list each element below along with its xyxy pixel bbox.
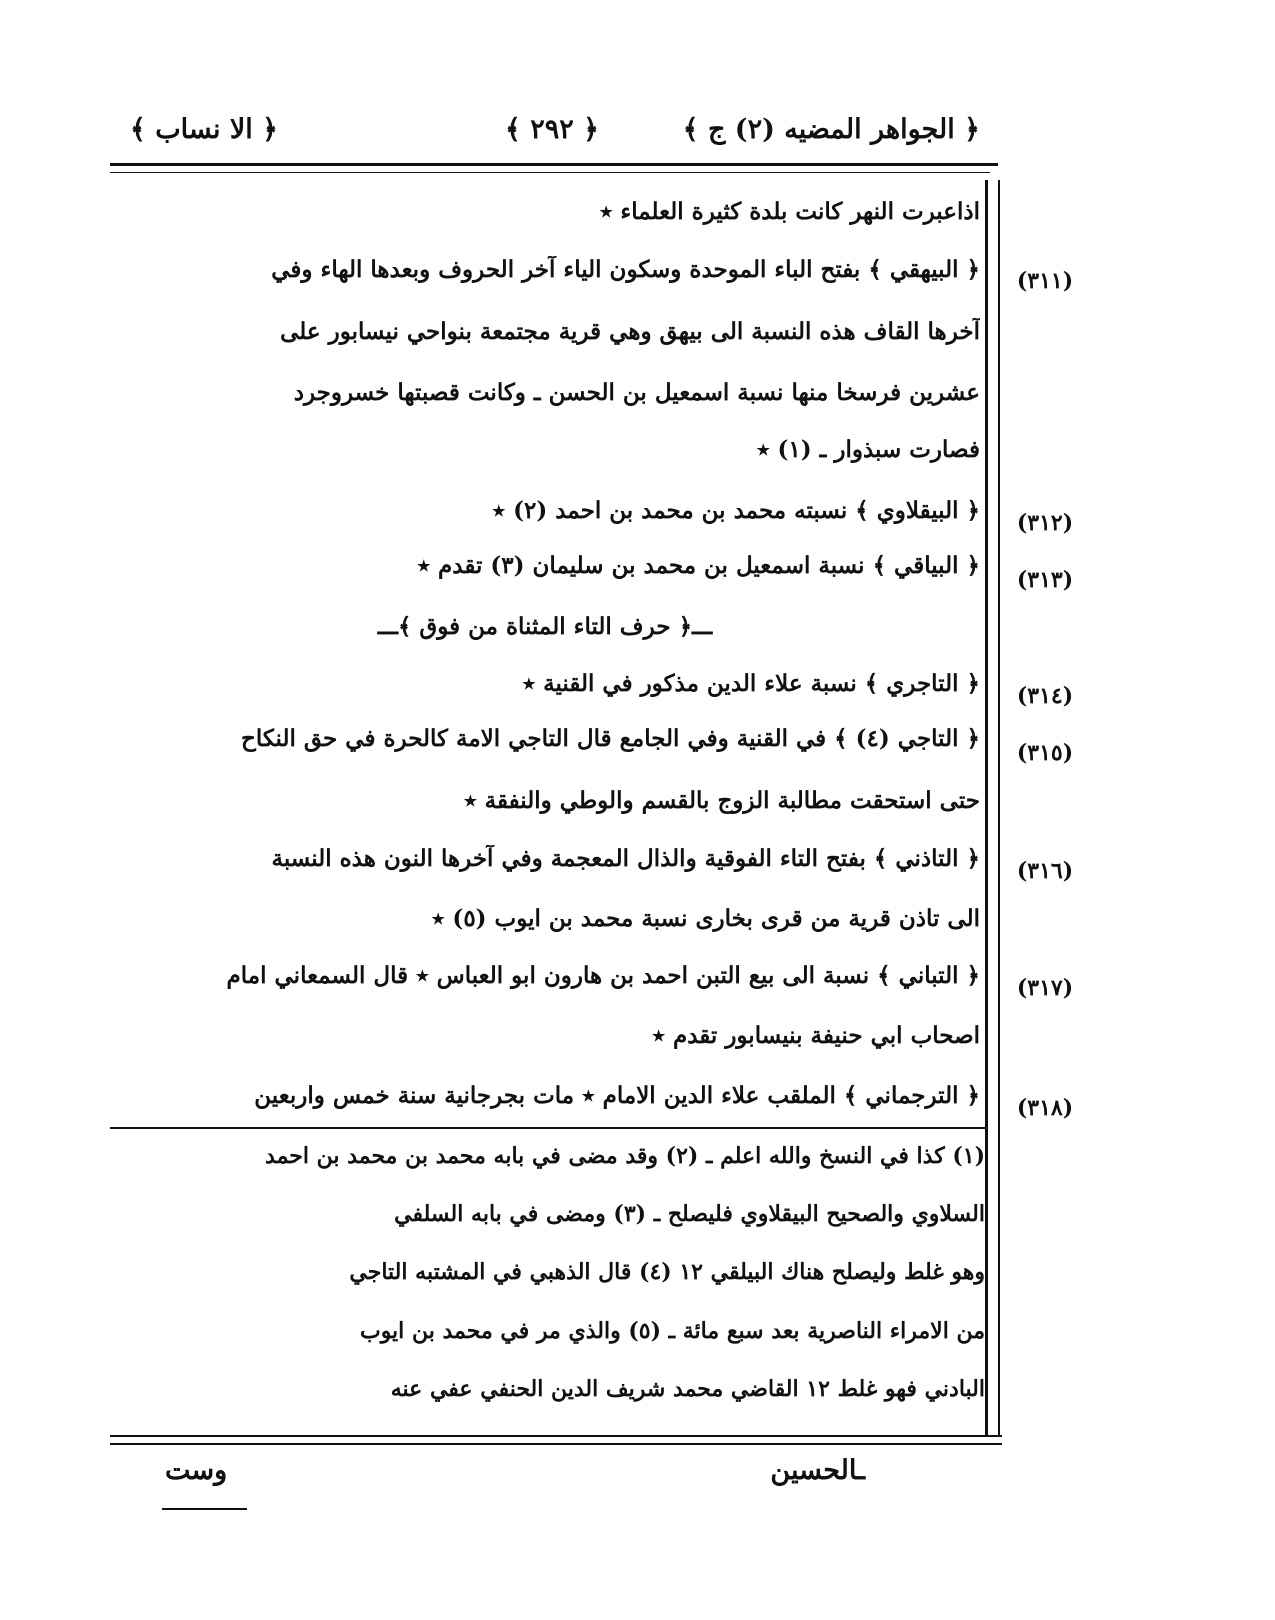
- text-line: فصارت سبذوار ـ (١) ٭: [756, 436, 980, 463]
- footnote-line: من الامراء الناصرية بعد سبع مائة ـ (٥) والذي مر في محمد بن ايوب: [359, 1318, 985, 1344]
- header-rule-bottom: [110, 172, 990, 173]
- entry-number: (٣١٦): [1016, 858, 1074, 884]
- bottom-rule-bottom: [110, 1443, 1002, 1445]
- column-separator-outer: [998, 180, 1000, 1435]
- text-line: حتى استحقت مطالبة الزوج بالقسم والوطي والنفقة ٭: [464, 787, 980, 814]
- book-title: ﴿ الجواهر المضيه (٢) ج ﴾: [682, 114, 980, 145]
- text-line: ﴿ التاذني ﴾ بفتح التاء الفوقية والذال المعجمة وفي آخرها النون هذه النسبة: [271, 845, 980, 872]
- text-line: ﴿ البيهقي ﴾ بفتح الباء الموحدة وسكون الياء آخر الحروف وبعدها الهاء وفي: [271, 256, 980, 283]
- section-title: ﴿ الا نساب ﴾: [130, 114, 278, 145]
- text-line: عشرين فرسخا منها نسبة اسمعيل بن الحسن ـ وكانت قصبتها خسروجرد: [293, 379, 980, 406]
- page-number: ﴿ ٢٩٢ ﴾: [505, 114, 599, 145]
- footnote-line: البادني فهو غلط ١٢ القاضي محمد شريف الدين الحنفي عفي عنه: [390, 1376, 985, 1402]
- footnote-rule: [110, 1127, 988, 1129]
- entry-number: (٣١٥): [1016, 740, 1074, 766]
- text-line: ﴿ التاجي (٤) ﴾ في القنية وفي الجامع قال التاجي الامة كالحرة في حق النكاح: [240, 725, 980, 752]
- footnote-line: وهو غلط وليصلح هناك البيلقي ١٢ (٤) قال الذهبي في المشتبه التاجي: [349, 1259, 985, 1285]
- entry-number: (٣١٨): [1016, 1095, 1074, 1121]
- footnote-line: السلاوي والصحيح البيقلاوي فليصلح ـ (٣) ومضى في بابه السلفي: [394, 1201, 985, 1227]
- catchword-left-underline: [162, 1508, 247, 1510]
- entry-number: (٣١٣): [1016, 567, 1074, 593]
- text-line: ﴿ التاجري ﴾ نسبة علاء الدين مذكور في القنية ٭: [522, 670, 980, 697]
- entry-number: (٣١٢): [1016, 510, 1074, 536]
- catchword-right: ـالحسين: [770, 1455, 865, 1486]
- text-line: اذاعبرت النهر كانت بلدة كثيرة العلماء ٭: [599, 198, 980, 225]
- text-line: ﴿ التباني ﴾ نسبة الى بيع التبن احمد بن هارون ابو العباس ٭ قال السمعاني امام: [226, 962, 980, 989]
- text-line: الى تاذن قرية من قرى بخارى نسبة محمد بن ايوب (٥) ٭: [431, 905, 980, 932]
- header-rule-top: [110, 163, 998, 166]
- entry-number: (٣١١): [1016, 268, 1074, 294]
- footnote-line: (١) كذا في النسخ والله اعلم ـ (٢) وقد مضى في بابه محمد بن محمد بن احمد: [265, 1143, 985, 1169]
- entry-number: (٣١٤): [1016, 683, 1074, 709]
- text-line: ﴿ البيقلاوي ﴾ نسبته محمد بن محمد بن احمد (٢) ٭: [492, 497, 980, 524]
- section-heading: ـــ﴿ حرف التاء المثناة من فوق ﴾ـــ: [377, 613, 713, 640]
- column-separator-inner: [985, 180, 988, 1435]
- text-line: اصحاب ابي حنيفة بنيسابور تقدم ٭: [652, 1022, 980, 1049]
- text-line: ﴿ البياقي ﴾ نسبة اسمعيل بن محمد بن سليمان (٣) تقدم ٭: [417, 552, 980, 579]
- bottom-rule-top: [110, 1435, 1002, 1437]
- entry-number: (٣١٧): [1016, 975, 1074, 1001]
- catchword-left: وست: [165, 1455, 228, 1486]
- text-line: ﴿ الترجماني ﴾ الملقب علاء الدين الامام ٭ مات بجرجانية سنة خمس واربعين: [254, 1082, 980, 1109]
- running-header: [110, 108, 990, 160]
- text-line: آخرها القاف هذه النسبة الى بيهق وهي قرية مجتمعة بنواحي نيسابور على: [280, 318, 980, 345]
